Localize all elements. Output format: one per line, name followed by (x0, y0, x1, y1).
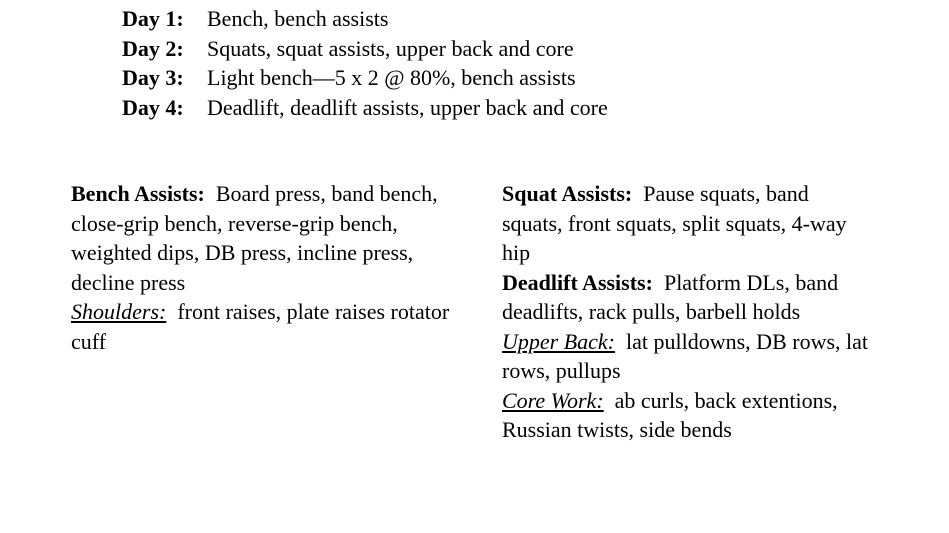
squat-assists-text: Pause squats, band squats, front squats, split squats, 4-way hip (502, 181, 847, 265)
core-work-block (502, 386, 872, 445)
schedule-row-day-2 (122, 34, 608, 64)
upper-back-block (502, 327, 872, 386)
day-label: Day 3: (122, 65, 184, 90)
bench-assists-heading: Bench Assists: (71, 181, 205, 206)
squat-assists-heading: Squat Assists: (502, 181, 633, 206)
bench-assists-text: Board press, band bench, close-grip bench, reverse-grip bench, weighted dips, DB press, incline press, decline press (71, 181, 438, 295)
schedule-row-day-4 (122, 93, 608, 123)
core-work-heading: Core Work: (502, 387, 604, 413)
upper-back-heading: Upper Back: (502, 328, 616, 354)
core-work-text: ab curls, back extentions, Russian twists, side bends (502, 387, 838, 442)
day-label: Day 4: (122, 94, 184, 120)
shoulders-text: front raises, plate raises rotator cuff (71, 299, 450, 354)
bench-assists-column (71, 179, 451, 356)
day-description: Deadlift, deadlift assists, upper back and core (207, 94, 608, 120)
bench-assists-block (71, 179, 451, 297)
day-description: Bench, bench assists (207, 6, 389, 31)
deadlift-assists-text: Platform DLs, band deadlifts, rack pulls, barbell holds (502, 269, 839, 324)
deadlift-assists-heading: Deadlift Assists: (502, 269, 653, 295)
schedule-row-day-1 (122, 4, 608, 34)
day-description: Squats, squat assists, upper back and core (207, 35, 574, 61)
squat-assists-block (502, 179, 872, 268)
day-description: Light bench—5 x 2 @ 80%, bench assists (207, 65, 576, 90)
training-schedule (122, 4, 608, 122)
squat-deadlift-column (502, 179, 872, 445)
day-label: Day 2: (122, 35, 184, 61)
deadlift-assists-block (502, 268, 872, 327)
schedule-row-day-3 (122, 63, 608, 93)
day-label: Day 1: (122, 6, 184, 31)
shoulders-heading: Shoulders: (71, 299, 167, 324)
shoulders-block (71, 297, 451, 356)
upper-back-text: lat pulldowns, DB rows, lat rows, pullups (502, 328, 869, 383)
